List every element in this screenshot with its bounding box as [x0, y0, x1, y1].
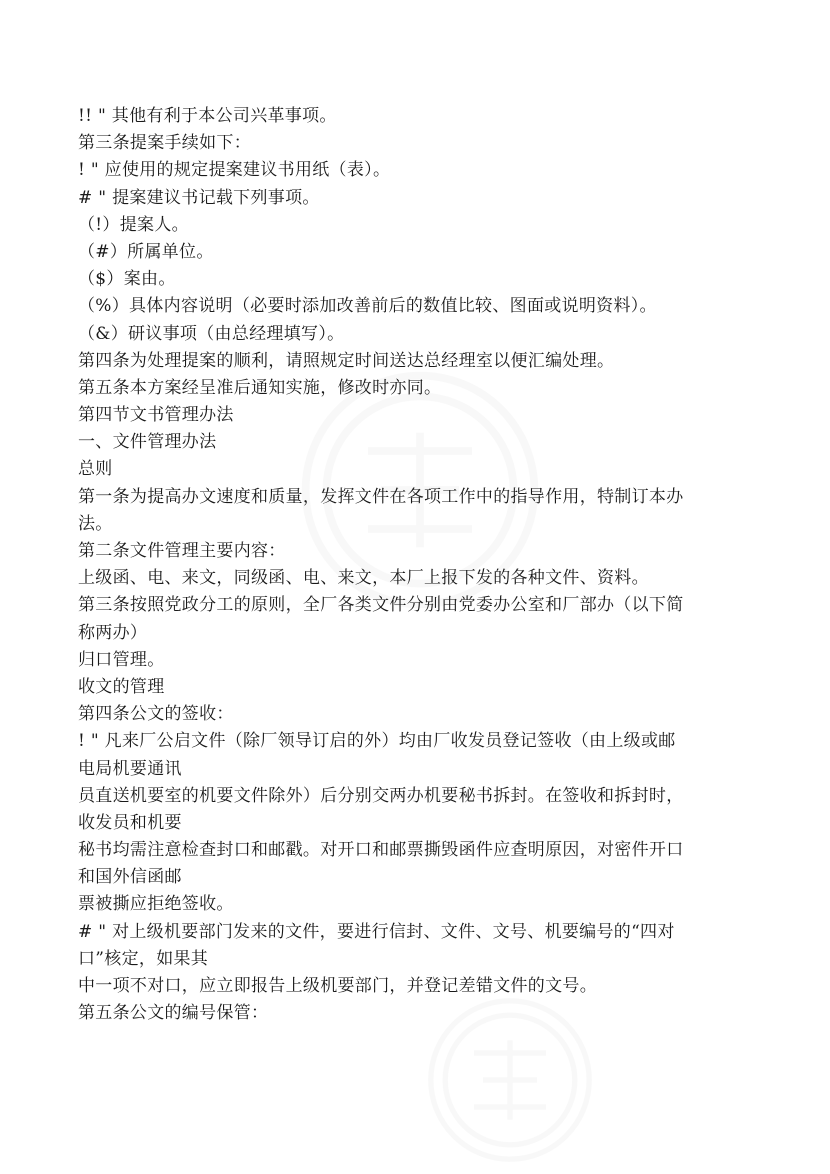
- list-item: （#）所属单位。: [78, 241, 214, 262]
- text-line: 上级函、电、来文，同级函、电、来文，本厂上报下发的各种文件、资料。: [78, 568, 649, 589]
- article-heading: 第三条提案手续如下：: [78, 133, 251, 154]
- text-line: 归口管理。: [78, 649, 165, 670]
- document-body: [78, 103, 758, 1027]
- article-text: 第四条为处理提案的顺利，请照规定时间送达总经理室以便汇编处理。: [78, 350, 615, 371]
- text-line: 员直送机要室的机要文件除外）后分别交两办机要秘书拆封。在签收和拆封时，: [78, 785, 684, 806]
- subsection-heading: 收文的管理: [78, 676, 165, 697]
- list-item: （$）案由。: [78, 269, 176, 290]
- text-line: 法。: [78, 513, 113, 534]
- text-line: 票被撕应拒绝签收。: [78, 894, 234, 915]
- text-line: 电局机要通讯: [78, 758, 182, 779]
- text-line: 收发员和机要: [78, 812, 182, 833]
- article-text: 第三条按照党政分工的原则，全厂各类文件分别由党委办公室和厂部办（以下简: [78, 595, 684, 616]
- text-line: # " 提案建议书记载下列事项。: [78, 187, 320, 208]
- subsection-heading: 总则: [78, 459, 113, 480]
- section-heading: 第四节文书管理办法: [78, 405, 234, 426]
- text-line: # " 对上级机要部门发来的文件，要进行信封、文件、文号、机要编号的“四对: [78, 921, 675, 942]
- article-text: 第一条为提高办文速度和质量，发挥文件在各项工作中的指导作用，特制订本办: [78, 486, 684, 507]
- article-text: 第五条本方案经呈准后通知实施，修改时亦同。: [78, 377, 442, 398]
- subsection-heading: 一、文件管理办法: [78, 432, 217, 453]
- text-line: 秘书均需注意检查封口和邮戳。对开口和邮票撕毁函件应查明原因，对密件开口: [78, 840, 684, 861]
- list-item: （!）提案人。: [78, 214, 189, 235]
- text-line: ! " 应使用的规定提案建议书用纸（表）。: [78, 160, 391, 181]
- list-item: （%）具体内容说明（必要时添加改善前后的数值比较、图面或说明资料）。: [78, 296, 657, 317]
- article-heading: 第四条公文的签收：: [78, 704, 234, 725]
- text-line: 口”核定，如果其: [78, 948, 209, 969]
- text-line: 称两办）: [78, 622, 148, 643]
- article-heading: 第二条文件管理主要内容：: [78, 541, 286, 561]
- text-line: 中一项不对口，应立即报告上级机要部门，并登记差错文件的文号。: [78, 976, 597, 996]
- text-line: 和国外信函邮: [78, 867, 182, 888]
- list-item: （&）研议事项（由总经理填写）。: [78, 323, 345, 344]
- text-line: !! " 其他有利于本公司兴革事项。: [78, 106, 337, 126]
- text-line: ! " 凡来厂公启文件（除厂领导订启的外）均由厂收发员登记签收（由上级或邮: [78, 731, 676, 752]
- article-heading: 第五条公文的编号保管：: [78, 1003, 269, 1024]
